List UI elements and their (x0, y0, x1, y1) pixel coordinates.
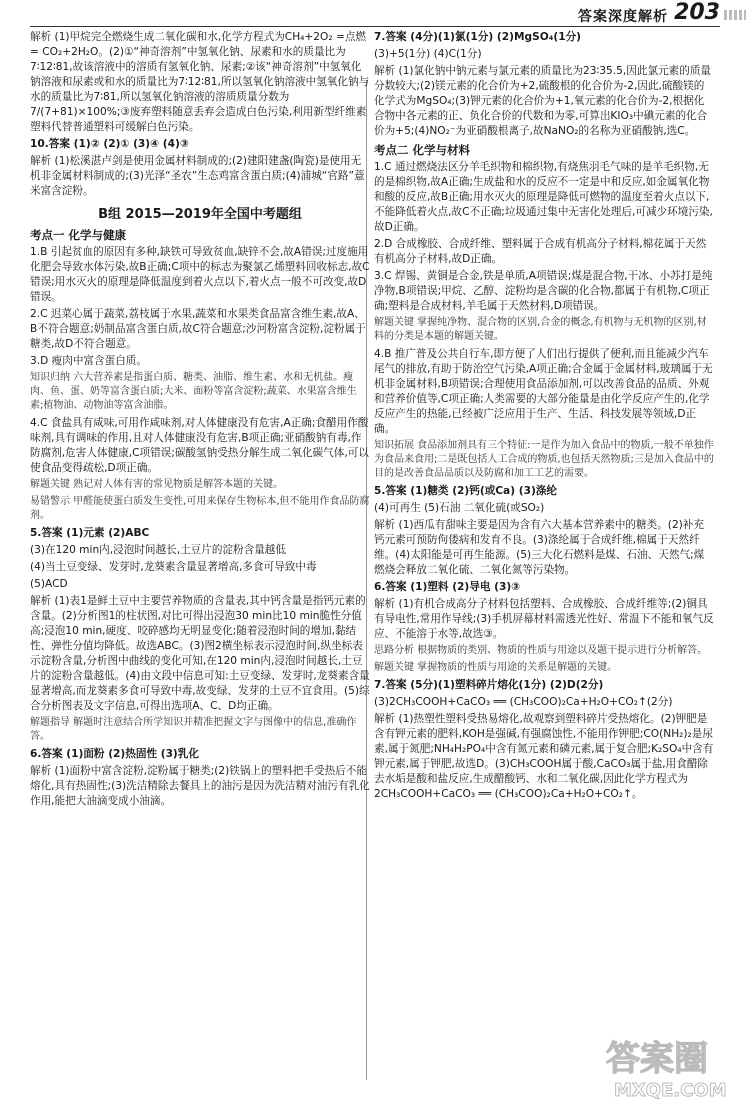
answer-3: 3.D 瘦肉中富含蛋白质。 (30, 355, 147, 367)
tip-knowledge: 知识归纳 六大营养素是指蛋白质、糖类、油脂、维生素、水和无机盐。瘦肉、鱼、蛋、奶等富含蛋白质;大米、面粉等富含淀粉;蔬菜、水果富含维生素;植物油、动物油等富含油脂。 (30, 372, 357, 411)
tip-warning: 易错警示 甲醛能使蛋白质发生变性,可用来保存生物标本,但不能用作食品防腐剂。 (30, 496, 370, 521)
materials-answer-7-line2: (3)2CH₃COOH+CaCO₃ ══ (CH₃COO)₂Ca+H₂O+CO₂↑(2分) (374, 696, 673, 708)
materials-analysis-5: 解析 (1)西瓜有甜味主要是因为含有六大基本营养素中的糖类。(2)补充钙元素可预防佝偻病和发育不良。(3)涤纶属于合成纤维,棉属于天然纤维。(4)太阳能是可再生能源。(5)三大化石燃料是煤、石油、天然气;煤燃烧会释放二氧化硫、二氧化氮等污染物。 (374, 519, 705, 576)
answer-7: 7.答案 (4分)(1)氯(1分) (2)MgSO₄(1分) (374, 31, 582, 43)
answer-2: 2.C 迟菜心属于蔬菜,荔枝属于水果,蔬菜和水果类食品富含维生素,故A、B不符合题意;奶制品富含蛋白质,故C符合题意;沙河粉富含淀粉,淀粉属于糖类,故D不符合题意。 (30, 308, 366, 350)
answer-7-line2: (3)+5(1分) (4)C(1分) (374, 48, 482, 60)
materials-answer-2: 2.D 合成橡胶、合成纤维、塑料属于合成有机高分子材料,棉花属于天然有机高分子材料,故D正确。 (374, 238, 707, 265)
left-column (30, 30, 370, 811)
answer-5-line5: (5)ACD (30, 578, 68, 590)
materials-answer-1: 1.C 通过燃烧法区分羊毛织物和棉织物,有烧焦羽毛气味的是羊毛织物,无的是棉织物,故A正确;生成盐和水的反应不一定是中和反应,如金属氧化物和酸的反应,故B正确;用水灭火的原理是降低可燃物的温度至着火点以下,不能降低着火点,故C不正确;垃圾通过集中无害化处理后,可减少环境污染,故D正确。 (374, 161, 713, 233)
header-title: 答案深度解析 (578, 9, 668, 25)
materials-analysis-6: 解析 (1)有机合成高分子材料包括塑料、合成橡胶、合成纤维等;(2)铜具有导电性,常用作导线;(3)手机屏幕材料需透光性好、常温下不能和氧气反应、不能溶于水等,故选③。 (374, 598, 714, 640)
answer-1: 1.B 引起贫血的原因有多种,缺铁可导致贫血,缺锌不会,故A错误;过度施用化肥会导致水体污染,故B正确;C项中的标志为聚氯乙烯塑料回收标志,故C错误;用水灭火的原理是降低温度到着火点以下,着火点一般不可改变,故D错误。 (30, 246, 370, 303)
answer-6: 6.答案 (1)面粉 (2)热固性 (3)乳化 (30, 748, 199, 760)
page-number: 203 (674, 0, 720, 25)
answer-4: 4.C 食盐具有咸味,可用作咸味剂,对人体健康没有危害,A正确;食醋用作酸味剂,具有调味的作用,且对人体健康没有危害,B项正确;亚硝酸钠有毒,作防腐剂,危害人体健康,C项错误;碳酸氢钠受热分解生成二氧化碳气体,可以使食品变得疏松,D项正确。 (30, 417, 369, 474)
materials-answer-7: 7.答案 (5分)(1)塑料碎片熔化(1分) (2)D(2分) (374, 679, 604, 691)
tip-guide: 解题指导 解题时注意结合所学知识并精准把握文字与图像中的信息,准确作答。 (30, 717, 357, 742)
materials-tip-6a: 思路分析 根据物质的类别、物质的性质与用途以及题干提示进行分析解答。 (374, 645, 708, 656)
analysis-7: 解析 (1)氯化钠中钠元素与氯元素的质量比为23∶35.5,因此氯元素的质量分数较大;(2)镁元素的化合价为+2,硫酸根的化合价为-2,因此,硫酸镁的化学式为MgSO₄;(3)钾元素的化合价为+1,氧元素的化合价为-2,根据化合物中各元素的正、负化合价的代数和为零,可算出KIO₃中碘元素的化合价为+5;(4)NO₂⁻为亚硝酸根离子,故NaNO₂的名称为亚硝酸钠,选C。 (374, 65, 712, 137)
materials-answer-5-line2: (4)可再生 (5)石油 二氧化硫(或SO₂) (374, 502, 545, 514)
right-column (374, 30, 714, 804)
materials-answer-4: 4.B 推广普及公共自行车,即方便了人们出行提供了便利,而且能减少汽车尾气的排放,有助于防治空气污染,A项正确;合金属于金属材料,玻璃属于无机非金属材料,B项错误;合理使用食品添加剂,可以改善食品的品质、外观和营养价值等,C项正确;人类需要的大部分能量是由化学反应产生的,化学反应产生的热能,已经被广泛应用于生产、生活、科技发展等领域,D正确。 (374, 348, 713, 435)
analysis-10: 解析 (1)松溪湛卢剑是使用金属材料制成的;(2)建阳建盏(陶瓷)是使用无机非金属材料制成的;(3)光泽“圣农”生态鸡富含蛋白质;(4)浦城“官路”薏米富含淀粉。 (30, 155, 365, 197)
materials-answer-6: 6.答案 (1)塑料 (2)导电 (3)③ (374, 581, 521, 593)
svg-text:MXQE.COM: MXQE.COM (614, 1080, 727, 1101)
answer-5-line4: (4)当土豆变绿、发芽时,龙葵素含量显著增高,多食可导致中毒 (30, 561, 317, 573)
materials-answer-5: 5.答案 (1)糖类 (2)钙(或Ca) (3)涤纶 (374, 485, 557, 497)
header-ornament (724, 10, 746, 20)
answer-10: 10.答案 (1)② (2)① (3)④ (4)③ (30, 138, 189, 150)
section-title-b: B组 2015—2019年全国中考题组 (98, 207, 302, 222)
svg-text:答案圈: 答案圈 (606, 1039, 708, 1079)
tip-key: 解题关键 熟记对人体有害的常见物质是解答本题的关键。 (30, 479, 284, 490)
materials-answer-3: 3.C 焊锡、黄铜是合金,铁是单质,A项错误;煤是混合物,干冰、小苏打是纯净物,B项错误;甲烷、乙醇、淀粉均是含碳的化合物,都属于有机物,C项正确;塑料是合成材料,羊毛属于天然材料,D项错误。 (374, 270, 713, 312)
answer-5: 5.答案 (1)元素 (2)ABC (30, 527, 150, 539)
watermark-logo (600, 1030, 730, 1102)
topic-health: 考点一 化学与健康 (30, 228, 127, 242)
header-rule (30, 26, 720, 27)
page-header (0, 0, 750, 28)
analysis-5: 解析 (1)表1是鲜土豆中主要营养物质的含量表,其中钙含量是指钙元素的含量。(2)分析图1的柱状图,对比可得出浸泡30 min比10 min脆性分值高;浸泡10 min,硬度、咬碎感均无明显变化;随着浸泡时间的增加,黏结性、弹性分值均降低。故选ABC。(3)图2横坐标表示浸泡时间,纵坐标表示淀粉含量,分析图中曲线的变化可知,在120 min内,浸泡时间越长,土豆片的淀粉含量越低。(4)由文段中信息可知:土豆变绿、发芽时,龙葵素含量显著增高,而龙葵素多食可导致中毒,故变绿、发芽的土豆不宜食用。(5)综合分析图表及文字信息,可得出选项A、C、D均正确。 (30, 595, 370, 712)
analysis-6: 解析 (1)面粉中富含淀粉,淀粉属于糖类;(2)铁锅上的塑料把手受热后不能熔化,具有热固性;(3)洗洁精除去餐具上的油污是因为洗洁精对油污有乳化作用,能把大油滴变成小油滴。 (30, 765, 370, 807)
topic-materials: 考点二 化学与材料 (374, 143, 471, 157)
materials-tip-3: 解题关键 掌握纯净物、混合物的区别,合金的概念,有机物与无机物的区别,材料的分类是本题的解题关键。 (374, 317, 707, 342)
analysis-9: 解析 (1)甲烷完全燃烧生成二氧化碳和水,化学方程式为CH₄+2O₂ =点燃= CO₂+2H₂O。(2)①“神奇溶剂”中氢氧化钠、尿素和水的质量比为7∶12∶81,故该溶液中的溶质有氢氧化钠、尿素;②该“神奇溶剂”中氢氧化钠溶液和尿素或和水的质量比为7∶12∶81,所以氢氧化钠溶液中氢氧化钠与水的质量比为7∶81,所以氢氧化钠溶液的溶质质量分数为7/(7+81)×100%;③废弃塑料随意丢弃会造成白色污染,利用新型纤维素塑料代替普通塑料可缓解白色污染。 (30, 31, 370, 133)
materials-tip-6b: 解题关键 掌握物质的性质与用途的关系是解题的关键。 (374, 662, 618, 673)
materials-tip-4: 知识拓展 食品添加剂具有三个特征:一是作为加入食品中的物质,一般不单独作为食品来食用;二是既包括人工合成的物质,也包括天然物质;三是加入食品中的目的是改善食品品质以及防腐和加工工艺的需要。 (374, 440, 714, 479)
materials-analysis-7: 解析 (1)热塑性塑料受热易熔化,故观察到塑料碎片受热熔化。(2)钾肥是含有钾元素的肥料,KOH是强碱,有强腐蚀性,不能用作钾肥;CO(NH₂)₂是尿素,属于氮肥;NH₄H₂PO₄中含有氮元素和磷元素,属于复合肥;K₂SO₄中含有钾元素,属于钾肥,故选D。(3)CH₃COOH属于酸,CaCO₃属于盐,用食醋除去水垢是酸和盐反应,生成醋酸钙、水和二氧化碳,因此化学方程式为2CH₃COOH+CaCO₃ ══ (CH₃COO)₂Ca+H₂O+CO₂↑。 (374, 713, 714, 800)
answer-5-line3: (3)在120 min内,浸泡时间越长,土豆片的淀粉含量越低 (30, 544, 286, 556)
